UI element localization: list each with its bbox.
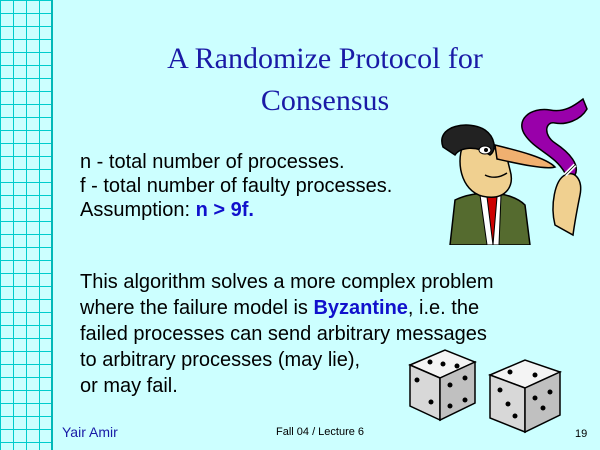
byzantine-term: Byzantine xyxy=(313,297,408,319)
title-line-1: A Randomize Protocol for xyxy=(167,42,483,75)
grid-decoration xyxy=(0,0,52,450)
footer-author: Yair Amir xyxy=(62,424,118,440)
definition-n: n - total number of processes. xyxy=(80,151,345,173)
die-left xyxy=(410,350,475,420)
paragraph-line-2-post: , i.e. the xyxy=(407,297,480,319)
paragraph-line-4: to arbitrary processes (may lie), xyxy=(80,349,361,371)
definition-f: f - total number of faulty processes. xyxy=(80,175,393,197)
paragraph-line-1: This algorithm solves a more complex problem xyxy=(80,271,494,293)
paragraph-line-3: failed processes can send arbitrary messages xyxy=(80,323,487,345)
die-right xyxy=(490,360,560,432)
paragraph-line-2-pre: where the failure model is xyxy=(80,297,314,319)
paragraph-line-5: or may fail. xyxy=(80,375,178,397)
page-number: 19 xyxy=(575,428,588,440)
footer-course: Fall 04 / Lecture 6 xyxy=(276,426,365,438)
dice-icon xyxy=(405,340,575,435)
assumption xyxy=(80,198,254,222)
grid-edge xyxy=(51,0,53,450)
paragraph-line-2 xyxy=(80,296,479,320)
smoking-man-icon xyxy=(415,95,600,245)
assumption-label: Assumption: xyxy=(80,199,196,221)
assumption-value: n > 9f. xyxy=(195,199,254,221)
title-line-2: Consensus xyxy=(260,84,390,117)
